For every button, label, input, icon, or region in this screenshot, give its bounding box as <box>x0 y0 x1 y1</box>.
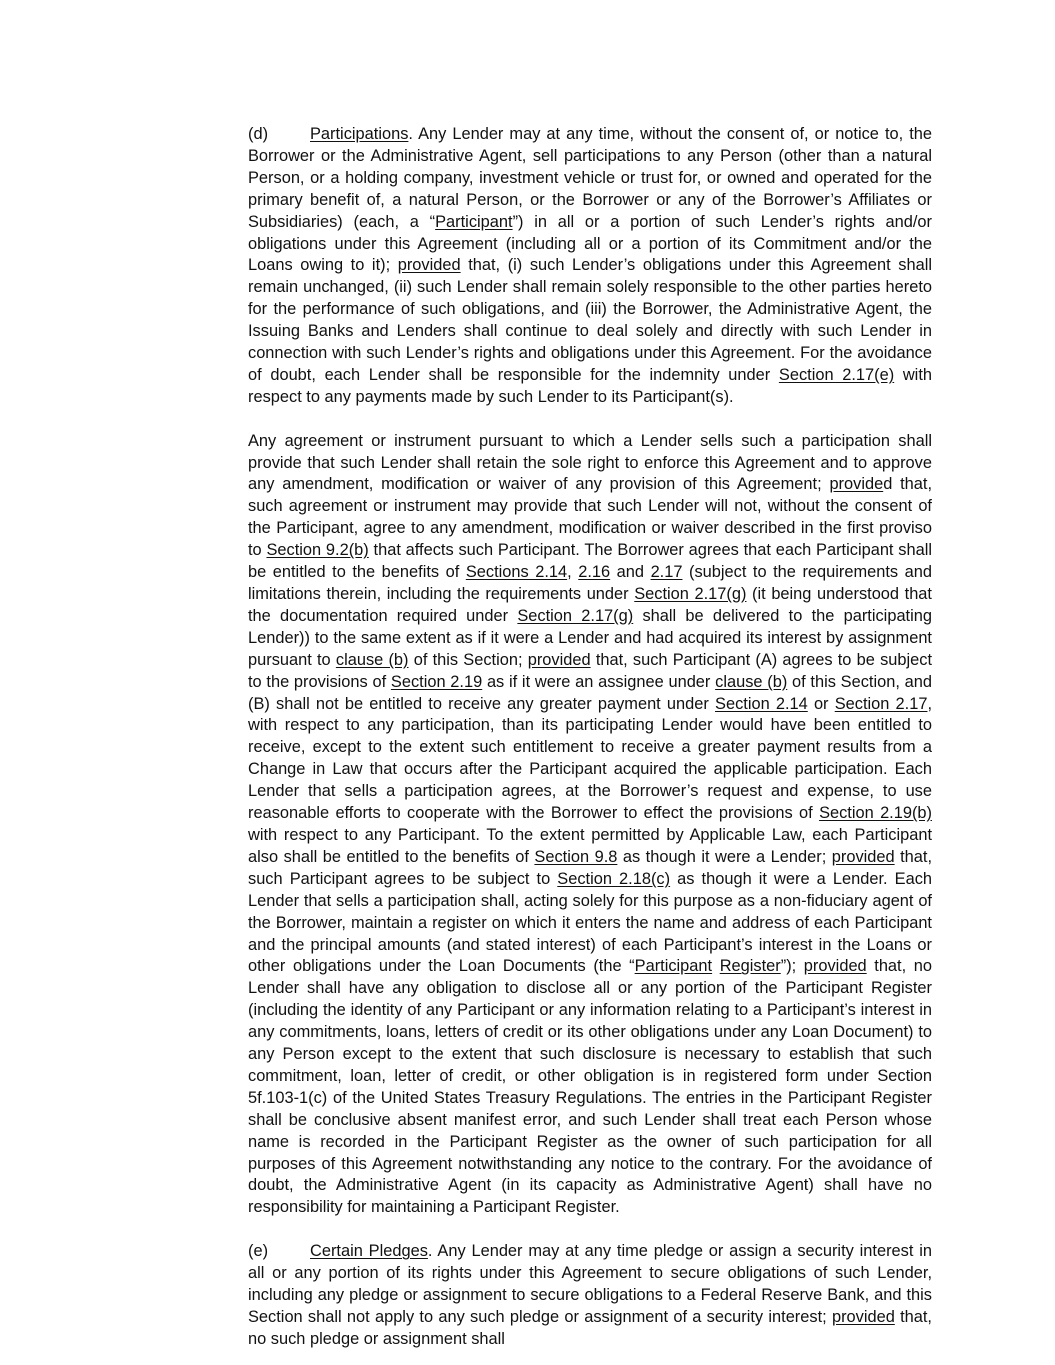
para2-text-5: and <box>610 563 651 582</box>
ref-section-2-18c: Section 2.18(c) <box>557 869 671 888</box>
section-e-heading: Certain Pledges <box>310 1242 428 1261</box>
ref-section-2-14: Section 2.14 <box>715 694 808 713</box>
section-e-text-1: . Any Lender may at any time pledge or assign a security interest in all or any portion of its rights under this Agreement to secure obligations of such Lender, including any pledge or assignment to secure obligations to a Federal Reserve Bank, and this Section shall not apply to any such pledge or assignment of a security interest; <box>248 1242 932 1326</box>
para2-text-19 <box>712 957 720 975</box>
section-d-heading: Participations <box>310 125 409 143</box>
para2-text-12: of this Section, and (B) shall not be entitled to receive any greater payment under <box>248 672 932 713</box>
para2-text-13: or <box>807 694 835 713</box>
ref-section-2-19: Section 2.19 <box>390 672 483 691</box>
paragraph-gap <box>124 1219 932 1241</box>
ref-section-9-8: Section 9.8 <box>534 847 618 866</box>
section-e-text-2: that, no such pledge or assignment shall <box>248 1307 932 1348</box>
para2-text-18: as though it were a Lender. Each Lender that sells a participation shall, acting solely for this purpose as a non-fiduciary agent of the Borrower, maintain a register on which it enters the name and address of each Participant and the principal amounts (and stated interest) of each Participant’s interest in the Loans or other obligations under the Loan Documents (the “ <box>248 869 933 976</box>
ref-2-16: 2.16 <box>578 563 611 582</box>
section-d-text-4: with respect to any payments made by such Lender to its Participant(s). <box>248 365 932 406</box>
section-d-text-2: ”) in all or a portion of such Lender’s rights and/or obligations under this Agreement (including all or a portion of its Commitment and/or the Loans owing to it); <box>248 212 932 275</box>
para2-text-10: that, such Participant (A) agrees to be subject to the provisions of <box>248 650 933 691</box>
para2-text-2: d that, such agreement or instrument may provide that such Lender will not, without the consent of the Participant, agree to any amendment, modification or waiver described in the first proviso to <box>248 475 933 560</box>
document-page <box>124 124 932 1351</box>
para2-text-3: that affects such Participant. The Borrower agrees that each Participant shall be entitled to the benefits of <box>248 541 932 582</box>
participation-terms-paragraph <box>124 431 932 1220</box>
provided-term: provided <box>831 847 895 866</box>
section-d-text-1: . Any Lender may at any time, without the consent of, or notice to, the Borrower or the Administrative Agent, sell participations to any Person (other than a natural Person, or a holding company, investment vehicle or trust for, or owned and operated for the primary benefit of, a natural Person, or the Borrower or any of the Borrower’s Affiliates or Subsidiaries) (each, a “ <box>248 125 932 231</box>
provided-term: provided <box>397 256 461 275</box>
para2-text-8: shall be delivered to the participating Lender)) to the same extent as if it were a Lender and had acquired its interest by assignment pursuant to <box>248 606 932 669</box>
participant-register-term: Participant <box>634 957 713 976</box>
participant-register-term: Register <box>719 957 781 976</box>
para2-text-14: , with respect to any participation, than its participating Lender would have been entitled to receive, except to the extent such entitlement to receive a greater payment results from a Change in Law that occurs after the Participant acquired the applicable participation. Each Lender that sells a participation agrees, at the Borrower’s request and expense, to use reasonable efforts to cooperate with the Borrower to effect the provisions of <box>248 694 933 823</box>
para2-text-4: , <box>567 563 579 582</box>
section-d-number: (d) <box>248 125 269 143</box>
participant-defined-term: Participant <box>435 212 513 231</box>
para2-text-6: (subject to the requirements and limitations therein, including the requirements under <box>248 563 932 604</box>
provided-term: provided <box>803 957 867 976</box>
section-d-paragraph <box>124 124 932 409</box>
section-e-number: (e) <box>248 1242 269 1261</box>
para2-text-7: (it being understood that the documentation required under <box>248 585 932 625</box>
para2-text-17: that, such Participant agrees to be subject to <box>248 847 933 888</box>
para2-text-21: that, no Lender shall have any obligation to disclose all or any portion of the Participant Register (including the identity of any Participant or any information relating to a Participant’s interest in any commitments, loans, letters of credit or its other obligations under any Loan Document) to any Person except to the extent that such disclosure is necessary to establish that such commitment, loan, letter of credit, or other obligation is in registered form under Section 5f.103-1(c) of the United States Treasury Regulations. The entries in the Participant Register shall be conclusive absent manifest error, and such Lender shall treat each Person whose name is recorded in the Participant Register as the owner of such participation for all purposes of this Agreement notwithstanding any notice to the contrary. For the avoidance of doubt, the Administrative Agent (in its capacity as Administrative Agent) shall have no responsibility for maintaining a Participant Register. <box>248 957 932 1217</box>
paragraph-gap <box>124 409 932 431</box>
ref-clause-b: clause (b) <box>715 672 788 691</box>
provided-term: provide <box>829 475 884 494</box>
para2-text-1: Any agreement or instrument pursuant to which a Lender sells such a participation shall provide that such Lender shall retain the sole right to enforce this Agreement and to approve any amendment, modification or waiver of any provision of this Agreement; <box>248 431 932 494</box>
ref-section-2-17g: Section 2.17(g) <box>517 606 634 625</box>
ref-section-9-2b: Section 9.2(b) <box>266 541 369 560</box>
ref-section-2-19b: Section 2.19(b) <box>819 804 932 823</box>
ref-section-2-17g: Section 2.17(g) <box>634 585 747 604</box>
para2-text-9: of this Section; <box>408 650 528 669</box>
para2-text-16: as though it were a Lender; <box>617 847 832 866</box>
ref-2-17: 2.17 <box>650 563 683 582</box>
section-e-paragraph <box>124 1241 932 1351</box>
provided-term: provided <box>831 1307 895 1326</box>
para2-text-15: with respect to any Participant. To the extent permitted by Applicable Law, each Participant also shall be entitled to the benefits of <box>248 825 932 866</box>
ref-clause-b: clause (b) <box>335 650 409 669</box>
para2-text-11: as if it were an assignee under <box>482 672 716 691</box>
section-d-text-3: that, (i) such Lender’s obligations under this Agreement shall remain unchanged, (ii) such Lender shall remain solely responsible to the other parties hereto for the performance of such obligations, and (iii) the Borrower, the Administrative Agent, the Issuing Banks and Lenders shall continue to deal solely and directly with such Lender in connection with such Lender’s rights and obligations under this Agreement. For the avoidance of doubt, each Lender shall be responsible for the indemnity under <box>248 256 932 384</box>
provided-term: provided <box>527 650 591 669</box>
para2-text-20: ”); <box>780 957 804 976</box>
ref-section-2-17: Section 2.17 <box>834 694 928 713</box>
ref-sections-2-14: Sections 2.14 <box>465 563 568 582</box>
ref-section-2-17e: Section 2.17(e) <box>778 365 895 384</box>
